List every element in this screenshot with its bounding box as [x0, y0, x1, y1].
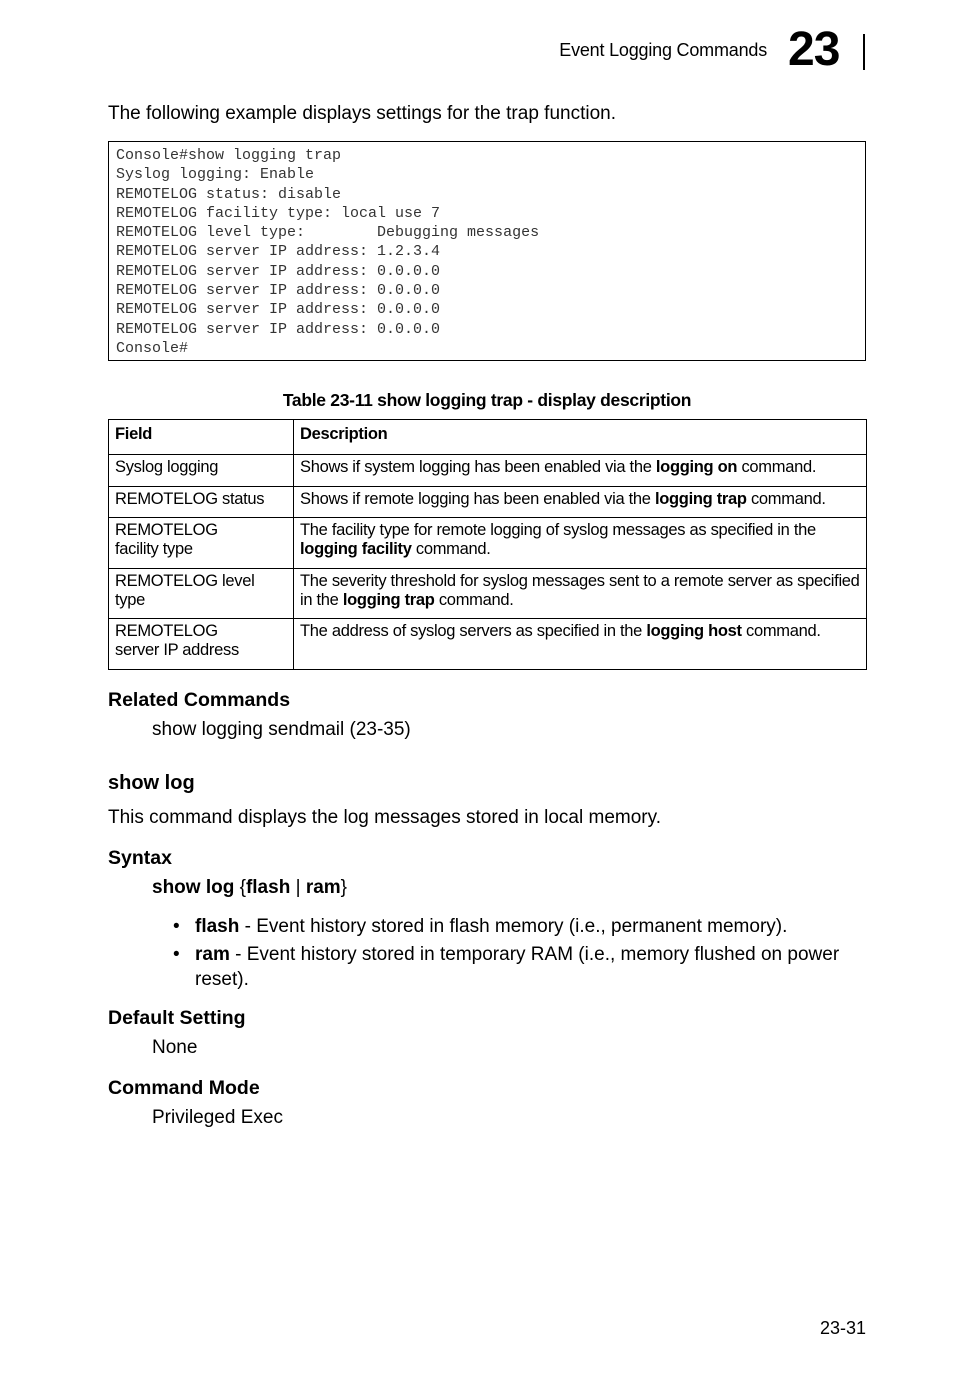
- option-term: flash: [195, 916, 240, 937]
- field-cell: [109, 487, 294, 518]
- syntax-option: ram: [305, 877, 341, 898]
- field-cell: [109, 455, 294, 487]
- console-line: REMOTELOG facility type: local use 7: [116, 204, 441, 222]
- option-description: - Event history stored in flash memory (i.e., permanent memory).: [239, 916, 788, 937]
- description-text: command.: [741, 622, 821, 640]
- command-name: logging host: [646, 622, 742, 640]
- syntax-command: show log: [152, 877, 235, 898]
- table-row: [109, 455, 867, 487]
- field-name: server IP address: [115, 641, 239, 659]
- console-line: REMOTELOG level type: Debugging messages: [116, 224, 540, 242]
- list-item: [173, 914, 853, 939]
- description-cell: [294, 487, 867, 518]
- command-title: show log: [108, 772, 195, 794]
- syntax-heading: Syntax: [108, 847, 172, 869]
- command-name: logging on: [655, 458, 738, 476]
- syntax-line: [152, 877, 347, 899]
- intro-text: The following example displays settings for the trap function.: [108, 103, 616, 124]
- console-line: REMOTELOG server IP address: 0.0.0.0: [116, 262, 441, 280]
- display-description-table: [108, 419, 867, 670]
- field-cell: [109, 619, 294, 670]
- console-line: REMOTELOG status: disable: [116, 185, 342, 203]
- field-name: REMOTELOG status: [115, 490, 265, 508]
- field-cell: [109, 569, 294, 619]
- syntax-option: flash: [245, 877, 291, 898]
- description-text: command.: [434, 591, 514, 609]
- field-name: facility type: [115, 540, 193, 558]
- table-row: [109, 487, 867, 518]
- syntax-brace: {: [234, 877, 246, 898]
- console-line: REMOTELOG server IP address: 1.2.3.4: [116, 243, 441, 261]
- description-cell: [294, 569, 867, 619]
- bullet-icon: •: [173, 944, 180, 965]
- field-name: Syslog logging: [115, 458, 219, 476]
- description-text: Shows if system logging has been enabled via the: [300, 458, 656, 476]
- syntax-brace: }: [340, 877, 348, 898]
- console-example-box: [108, 141, 866, 361]
- option-description: - Event history stored in temporary RAM (i.e., memory flushed on power reset).: [195, 944, 840, 990]
- command-description: This command displays the log messages stored in local memory.: [108, 807, 661, 828]
- related-commands-heading: Related Commands: [108, 689, 291, 711]
- chapter-number: 23: [788, 23, 840, 76]
- description-cell: [294, 518, 867, 569]
- command-name: logging trap: [342, 591, 435, 609]
- console-line: REMOTELOG server IP address: 0.0.0.0: [116, 301, 441, 319]
- console-line: REMOTELOG server IP address: 0.0.0.0: [116, 320, 441, 338]
- table-row: [109, 619, 867, 670]
- table-header-row: [109, 420, 867, 455]
- column-header-description: Description: [294, 420, 867, 455]
- option-term: ram: [195, 944, 230, 965]
- chapter-divider: [863, 34, 865, 70]
- description-cell: [294, 619, 867, 670]
- related-command-link: show logging sendmail (23-35): [152, 719, 411, 740]
- table-row: [109, 569, 867, 619]
- default-setting-value: None: [152, 1037, 198, 1058]
- description-text: command.: [746, 490, 826, 508]
- bullet-icon: •: [173, 916, 180, 937]
- console-line: Syslog logging: Enable: [116, 166, 315, 184]
- table-row: [109, 518, 867, 569]
- field-name: REMOTELOG level type: [115, 572, 255, 609]
- syntax-options-list: [173, 914, 853, 995]
- console-line: Console#show logging trap: [116, 147, 342, 164]
- default-setting-heading: Default Setting: [108, 1007, 246, 1029]
- description-text: The address of syslog servers as specified in the: [300, 622, 647, 640]
- command-name: logging facility: [300, 540, 412, 558]
- description-text: The facility type for remote logging of syslog messages as specified in the: [300, 521, 816, 539]
- syntax-separator: |: [290, 877, 306, 898]
- running-header-title: Event Logging Commands: [559, 40, 767, 60]
- console-line: REMOTELOG server IP address: 0.0.0.0: [116, 282, 441, 300]
- page-number: 23-31: [819, 1318, 866, 1338]
- field-cell: [109, 518, 294, 569]
- description-text: The severity threshold for syslog messages sent to a remote server as specified in the: [300, 572, 860, 609]
- command-mode-value: Privileged Exec: [152, 1107, 283, 1128]
- list-item: [173, 942, 853, 992]
- column-header-field: Field: [109, 420, 294, 455]
- command-mode-heading: Command Mode: [108, 1077, 260, 1099]
- description-text: Shows if remote logging has been enabled via the: [300, 490, 655, 508]
- field-name: REMOTELOG: [115, 622, 218, 640]
- table-caption: Table 23-11 show logging trap - display description: [282, 390, 692, 410]
- console-line: Console#: [116, 339, 189, 357]
- description-text: command.: [411, 540, 491, 558]
- command-name: logging trap: [654, 490, 747, 508]
- field-name: REMOTELOG: [115, 521, 218, 539]
- description-text: command.: [737, 458, 817, 476]
- description-cell: [294, 455, 867, 487]
